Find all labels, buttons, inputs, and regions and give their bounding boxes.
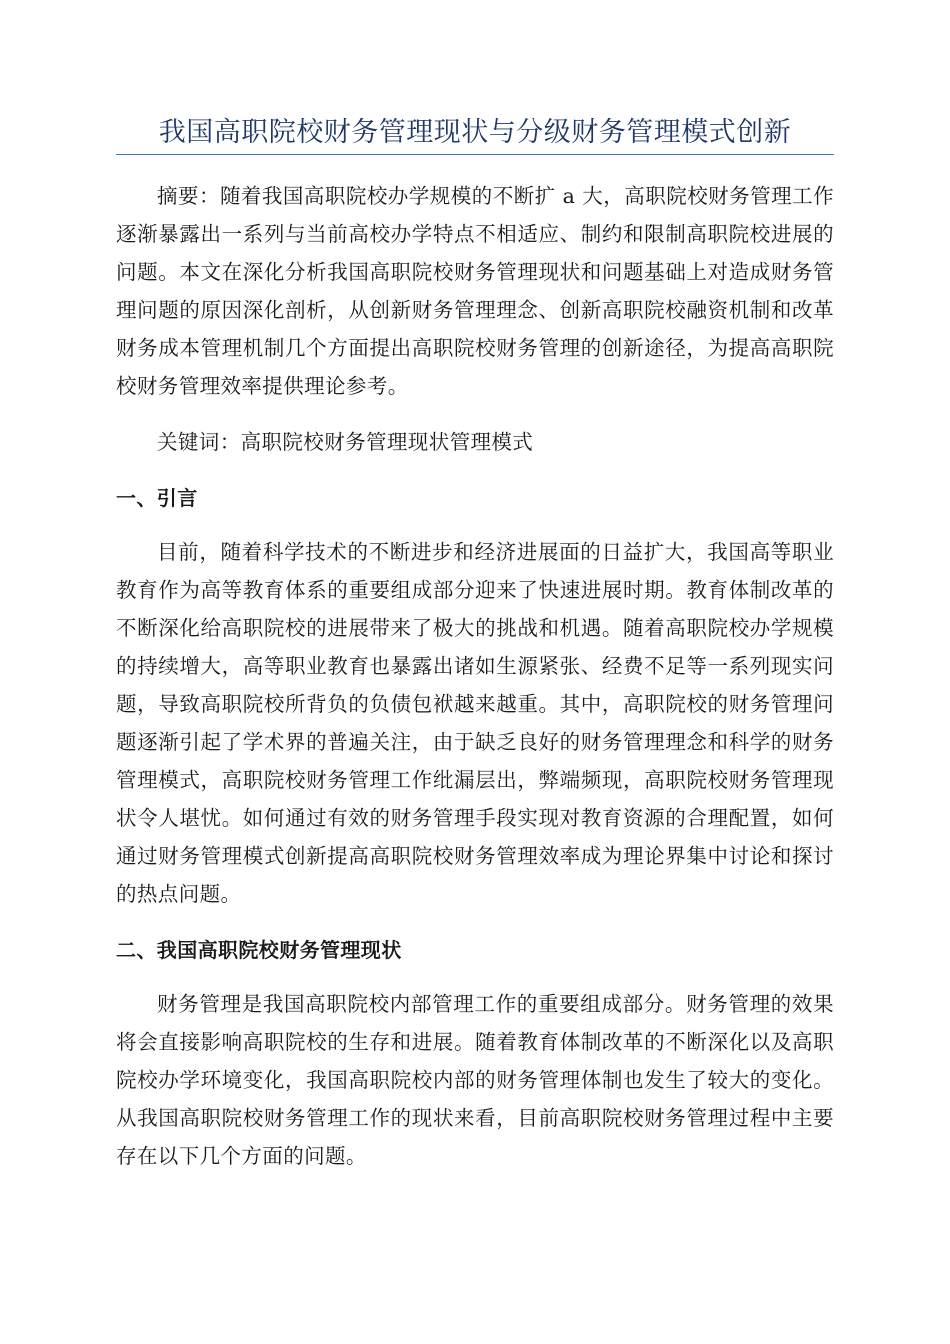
section-body-current-status: 财务管理是我国高职院校内部管理工作的重要组成部分。财务管理的效果将会直接影响高职院校的生存和进展。随着教育体制改革的不断深化以及高职院校办学环境变化，我国高职院校内部的财务管理体制也发生了较大的变化。从我国高职院校财务管理工作的现状来看，目前高职院校财务管理过程中主要存在以下几个方面的问题。: [116, 992, 834, 1168]
abstract-paragraph: 摘要：随着我国高职院校办学规模的不断扩 a 大，高职院校财务管理工作逐渐暴露出一系列与当前高校办学特点不相适应、制约和限制高职院校进展的问题。本文在深化分析我国高职院校财务管理现状和问题基础上对造成财务管理问题的原因深化剖析，从创新财务管理理念、创新高职院校融资机制和改革财务成本管理机制几个方面提出高职院校财务管理的创新途径，为提高高职院校财务管理效率提供理论参考。: [116, 184, 834, 398]
title-underline: [116, 154, 834, 155]
section-heading-introduction: 一、引言: [116, 486, 198, 510]
section-body-introduction: 目前，随着科学技术的不断进步和经济进展面的日益扩大，我国高等职业教育作为高等教育体系的重要组成部分迎来了快速进展时期。教育体制改革的不断深化给高职院校的进展带来了极大的挑战和机遇。随着高职院校办学规模的持续增大，高等职业教育也暴露出诸如生源紧张、经费不足等一系列现实问题，导致高职院校所背负的负债包袱越来越重。其中，高职院校的财务管理问题逐渐引起了学术界的普遍关注，由于缺乏良好的财务管理理念和科学的财务管理模式，高职院校财务管理工作纰漏层出，弊端频现，高职院校财务管理现状令人堪忧。如何通过有效的财务管理手段实现对教育资源的合理配置，如何通过财务管理模式创新提高高职院校财务管理效率成为理论界集中讨论和探讨的热点问题。: [116, 540, 834, 906]
section-heading-current-status: 二、我国高职院校财务管理现状: [116, 938, 402, 962]
document-page: [116, 112, 834, 1193]
document-title: 我国高职院校财务管理现状与分级财务管理模式创新: [158, 117, 792, 148]
keywords-line: 关键词：高职院校财务管理现状管理模式: [157, 430, 534, 454]
